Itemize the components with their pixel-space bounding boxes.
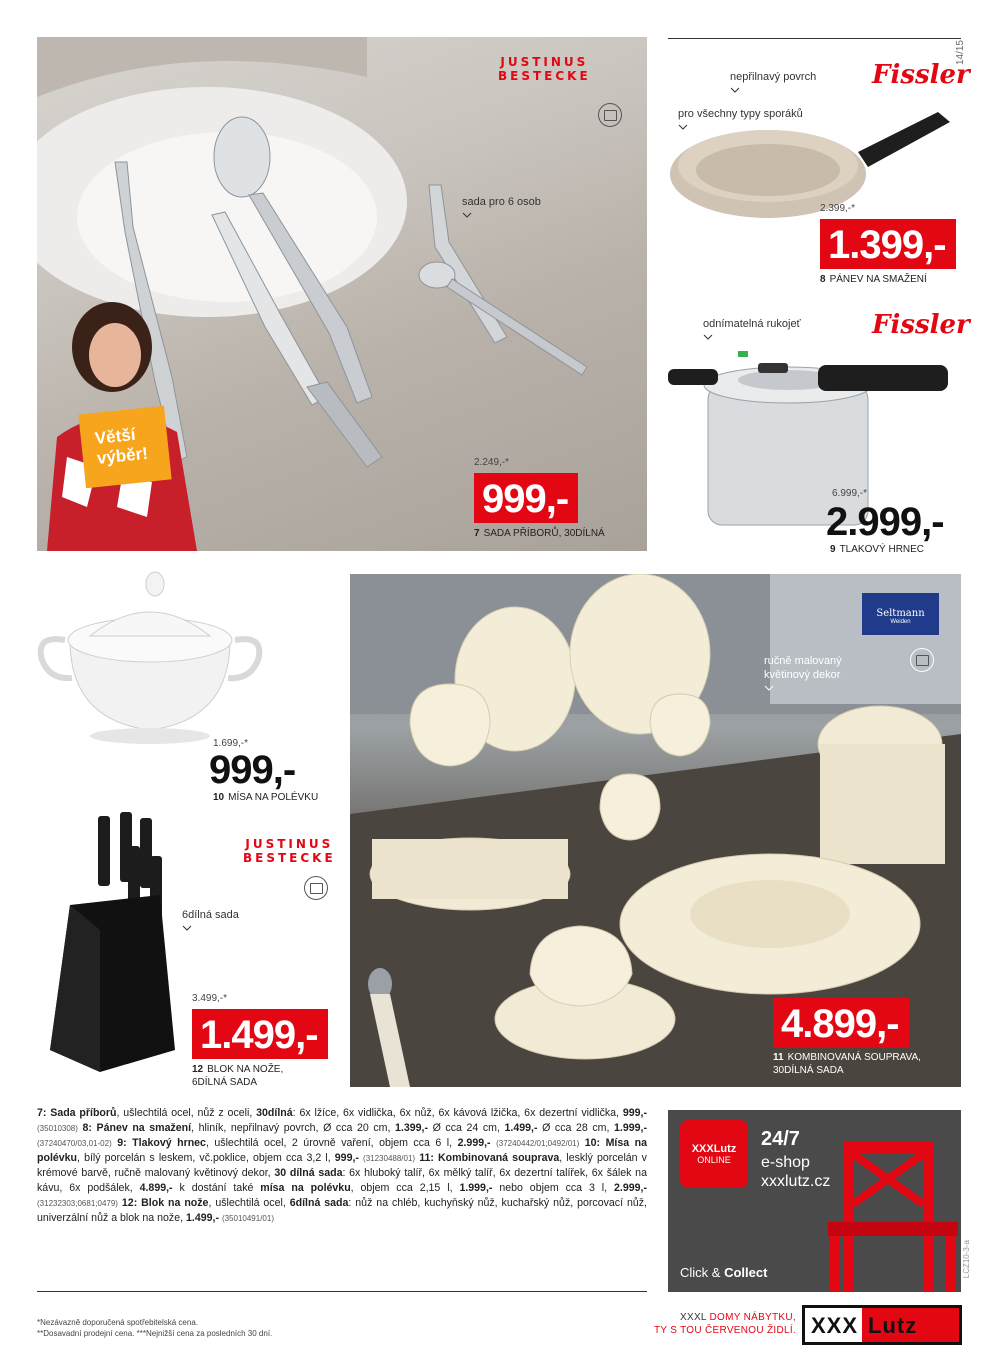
desc-price: 999,- — [622, 1107, 647, 1119]
product-label-10: MÍSA NA POLÉVKU — [228, 792, 319, 803]
collect-text: Collect — [724, 1265, 768, 1280]
desc-code: (35010491/01) — [221, 1214, 274, 1224]
desc-price: 999,- — [334, 1152, 359, 1165]
badge-vetsi-vyber — [78, 406, 171, 489]
note-sada-pro-6 — [462, 196, 541, 218]
product-label-11b: 30DÍLNÁ SADA — [773, 1065, 844, 1076]
desc-price: 1.999,- — [459, 1182, 493, 1195]
eshop-banner[interactable] — [668, 1110, 961, 1292]
desc-text: , ušlechtilá ocel, 2 úrovně vaření, objem cca 6 l, — [205, 1137, 458, 1150]
desc-code: (37240470/03,01-02) — [37, 1139, 112, 1149]
note-rucne-malovany — [764, 655, 842, 691]
justinus-line2: BESTECKE — [243, 850, 336, 865]
product-num-11: 11 — [773, 1052, 784, 1063]
old-price-12: 3.499,-* — [192, 993, 228, 1004]
product-name-11 — [773, 1051, 921, 1077]
seltmann-line1: Seltmann — [876, 608, 925, 619]
xxxlutz-online-logo — [680, 1120, 748, 1188]
note-text-line2: květinový dekor — [764, 668, 841, 681]
desc-title-11: 11: Kombinovaná souprava — [419, 1152, 560, 1165]
product-num-9: 9 — [830, 544, 836, 555]
desc-code: (31232303;0681;0479) — [37, 1199, 118, 1209]
desc-text: , objem cca 2,15 l, — [350, 1182, 460, 1195]
note-odnimatelna — [703, 318, 801, 340]
justinus-line1: JUSTINUS — [245, 837, 334, 851]
fissler-logo-1: Fissler — [872, 60, 970, 90]
desc-code: (35010308) — [37, 1124, 78, 1134]
desc-text: k dostání také — [172, 1182, 261, 1195]
price-10: 999,- — [209, 748, 296, 792]
xxxlutz-logo — [802, 1305, 962, 1345]
desc-bold: 30 dílná sada — [274, 1167, 343, 1180]
desc-price: 2.999,- — [457, 1137, 491, 1150]
desc-title-12: 12: Blok na nože — [121, 1197, 209, 1210]
knife-block-illustration — [40, 810, 190, 1080]
desc-text: : 6x lžíce, 6x vidlička, 6x nůž, 6x kávová lžička, 6x dezertní vidlička, — [292, 1107, 623, 1119]
online-logo-line2: ONLINE — [697, 1155, 731, 1165]
pan-illustration — [668, 112, 968, 232]
product-name-12 — [192, 1063, 283, 1089]
product-num-7: 7 — [474, 528, 480, 539]
dishwasher-icon — [910, 648, 934, 672]
logo-lutz: Lutz — [862, 1308, 959, 1342]
old-price-10: 1.699,-* — [213, 738, 249, 749]
click-text: Click & — [680, 1265, 725, 1280]
desc-text: , ušlechtilá ocel, nůž z oceli, — [116, 1107, 257, 1119]
product-name-9 — [830, 543, 924, 556]
product-label-8: PÁNEV NA SMAŽENÍ — [829, 274, 927, 285]
desc-bold: 6dílná sada — [289, 1197, 349, 1210]
product-num-8: 8 — [820, 274, 826, 285]
justinus-line1: JUSTINUS — [500, 55, 589, 69]
price-11: 4.899,- — [773, 998, 909, 1048]
red-chair-icon — [828, 1142, 958, 1292]
product-label-9: TLAKOVÝ HRNEC — [839, 544, 925, 555]
product-label-11a: KOMBINOVANÁ SOUPRAVA, — [787, 1052, 921, 1063]
desc-price: 1.399,- — [395, 1122, 428, 1135]
online-logo-line1: XXXLutz — [691, 1143, 737, 1155]
old-price-8: 2.399,-* — [820, 203, 856, 214]
chevron-down-icon — [182, 925, 192, 931]
product-num-12: 12 — [192, 1064, 204, 1075]
note-6dilna — [182, 909, 239, 931]
justinus-line2: BESTECKE — [498, 68, 591, 83]
slogan — [620, 1311, 796, 1337]
price-8: 1.399,- — [820, 219, 956, 269]
top-rule — [668, 38, 961, 39]
desc-price: 1.499,- — [504, 1122, 538, 1135]
note-text: nepřilnavý povrch — [730, 71, 817, 83]
badge-text: Větší výběr! — [93, 424, 149, 469]
chevron-down-icon — [703, 334, 713, 340]
desc-title-10: 10: Mísa na polévku — [37, 1137, 647, 1165]
slogan-domy: DOMY NÁBYTKU, — [709, 1312, 796, 1323]
note-text: pro všechny typy sporáků — [678, 108, 803, 120]
seltmann-logo — [862, 593, 939, 635]
footnote-2: **Dosavadní prodejní cena. ***Nejnižší cena za posledních 30 dní. — [37, 1328, 273, 1338]
desc-price: 1.999,- — [614, 1122, 647, 1135]
price-7: 999,- — [474, 473, 578, 523]
desc-text: , bílý porcelán s leskem, vč.poklice, objem cca 3,2 l, — [77, 1152, 335, 1165]
product-num-10: 10 — [213, 792, 225, 803]
desc-code: (31230488/01) — [363, 1154, 416, 1164]
tureen-illustration — [30, 570, 270, 745]
chevron-down-icon — [764, 685, 774, 691]
price-12: 1.499,- — [192, 1009, 328, 1059]
dishwasher-icon — [598, 103, 622, 127]
product-name-8 — [820, 273, 927, 286]
product-description — [37, 1106, 647, 1226]
chevron-down-icon — [462, 212, 472, 218]
product-label-12b: 6DÍLNÁ SADA — [192, 1077, 258, 1088]
desc-title-9: 9: Tlakový hrnec — [117, 1137, 206, 1150]
desc-text: : 6x hluboký talíř, 6x mělký talíř, 6x dezertní talířek, 6x šálek na kávu, 6x podšálek, — [37, 1167, 647, 1195]
desc-title-8: 8: Pánev na smažení — [82, 1122, 192, 1135]
desc-code: (37240442/01;0492/01) — [496, 1139, 580, 1149]
old-price-7: 2.249,-* — [474, 457, 510, 468]
note-text: 6dílná sada — [182, 909, 239, 921]
footer-notes — [37, 1318, 272, 1340]
note-neprilnavy — [730, 71, 816, 93]
seltmann-line2: Weiden — [890, 619, 911, 625]
desc-text: nebo objem cca 3 l, — [492, 1182, 614, 1195]
eshop-line2[interactable]: xxxlutz.cz — [761, 1173, 831, 1190]
note-text: sada pro 6 osob — [462, 196, 541, 208]
eshop-headline: 24/7 — [761, 1128, 800, 1150]
page-number: 14/15 — [955, 40, 966, 66]
price-9: 2.999,- — [826, 500, 944, 544]
logo-xxx: XXX — [805, 1308, 862, 1342]
product-name-10 — [213, 791, 318, 804]
desc-price: 2.999,- — [613, 1182, 647, 1195]
slogan-xxxl: XXXL — [680, 1312, 710, 1323]
note-text: odnímatelná rukojeť — [703, 318, 801, 330]
desc-text: Ø cca 24 cm, — [428, 1122, 505, 1135]
desc-text: , hliník, nepřilnavý povrch, Ø cca 20 cm, — [191, 1122, 396, 1135]
desc-price: 4.899,- — [139, 1182, 173, 1195]
desc-text: : nůž na chléb, kuchyňský nůž, kuchařský nůž, porcovací nůž, univerzální nůž a blok na nože, — [37, 1197, 647, 1225]
note-text-line1: ručně malovaný — [764, 655, 842, 667]
click-collect — [680, 1265, 767, 1280]
dishwasher-icon — [304, 876, 328, 900]
justinus-logo-bottom — [243, 838, 336, 866]
desc-text: Ø cca 28 cm, — [537, 1122, 615, 1135]
justinus-logo-top — [498, 56, 591, 84]
product-label-12a: BLOK NA NOŽE, — [207, 1064, 284, 1075]
desc-bold: 30dílná — [256, 1107, 293, 1119]
old-price-9: 6.999,-* — [832, 488, 868, 499]
desc-price: 1.499,- — [186, 1212, 219, 1225]
side-code: LCZ10-3-a — [962, 1240, 971, 1279]
desc-bold: mísa na polévku — [260, 1182, 351, 1195]
eshop-line1: e-shop — [761, 1154, 810, 1171]
slogan-line2: TY S TOU ČERVENOU ŽIDLÍ. — [653, 1325, 796, 1336]
desc-title-7: 7: Sada příborů — [37, 1107, 117, 1119]
chevron-down-icon — [730, 87, 740, 93]
footer-rule — [37, 1291, 647, 1292]
desc-text: , lesklý porcelán v krémové barvě, ručně malovaný květinový dekor, — [37, 1152, 647, 1180]
footnote-1: *Nezávazně doporučená spotřebitelská cena. — [37, 1318, 198, 1327]
product-name-7 — [474, 527, 605, 540]
desc-text: , ušlechtilá ocel, — [208, 1197, 290, 1210]
fissler-logo-2: Fissler — [872, 310, 970, 340]
product-label-7: SADA PŘÍBORŮ, 30DÍLNÁ — [483, 528, 605, 539]
